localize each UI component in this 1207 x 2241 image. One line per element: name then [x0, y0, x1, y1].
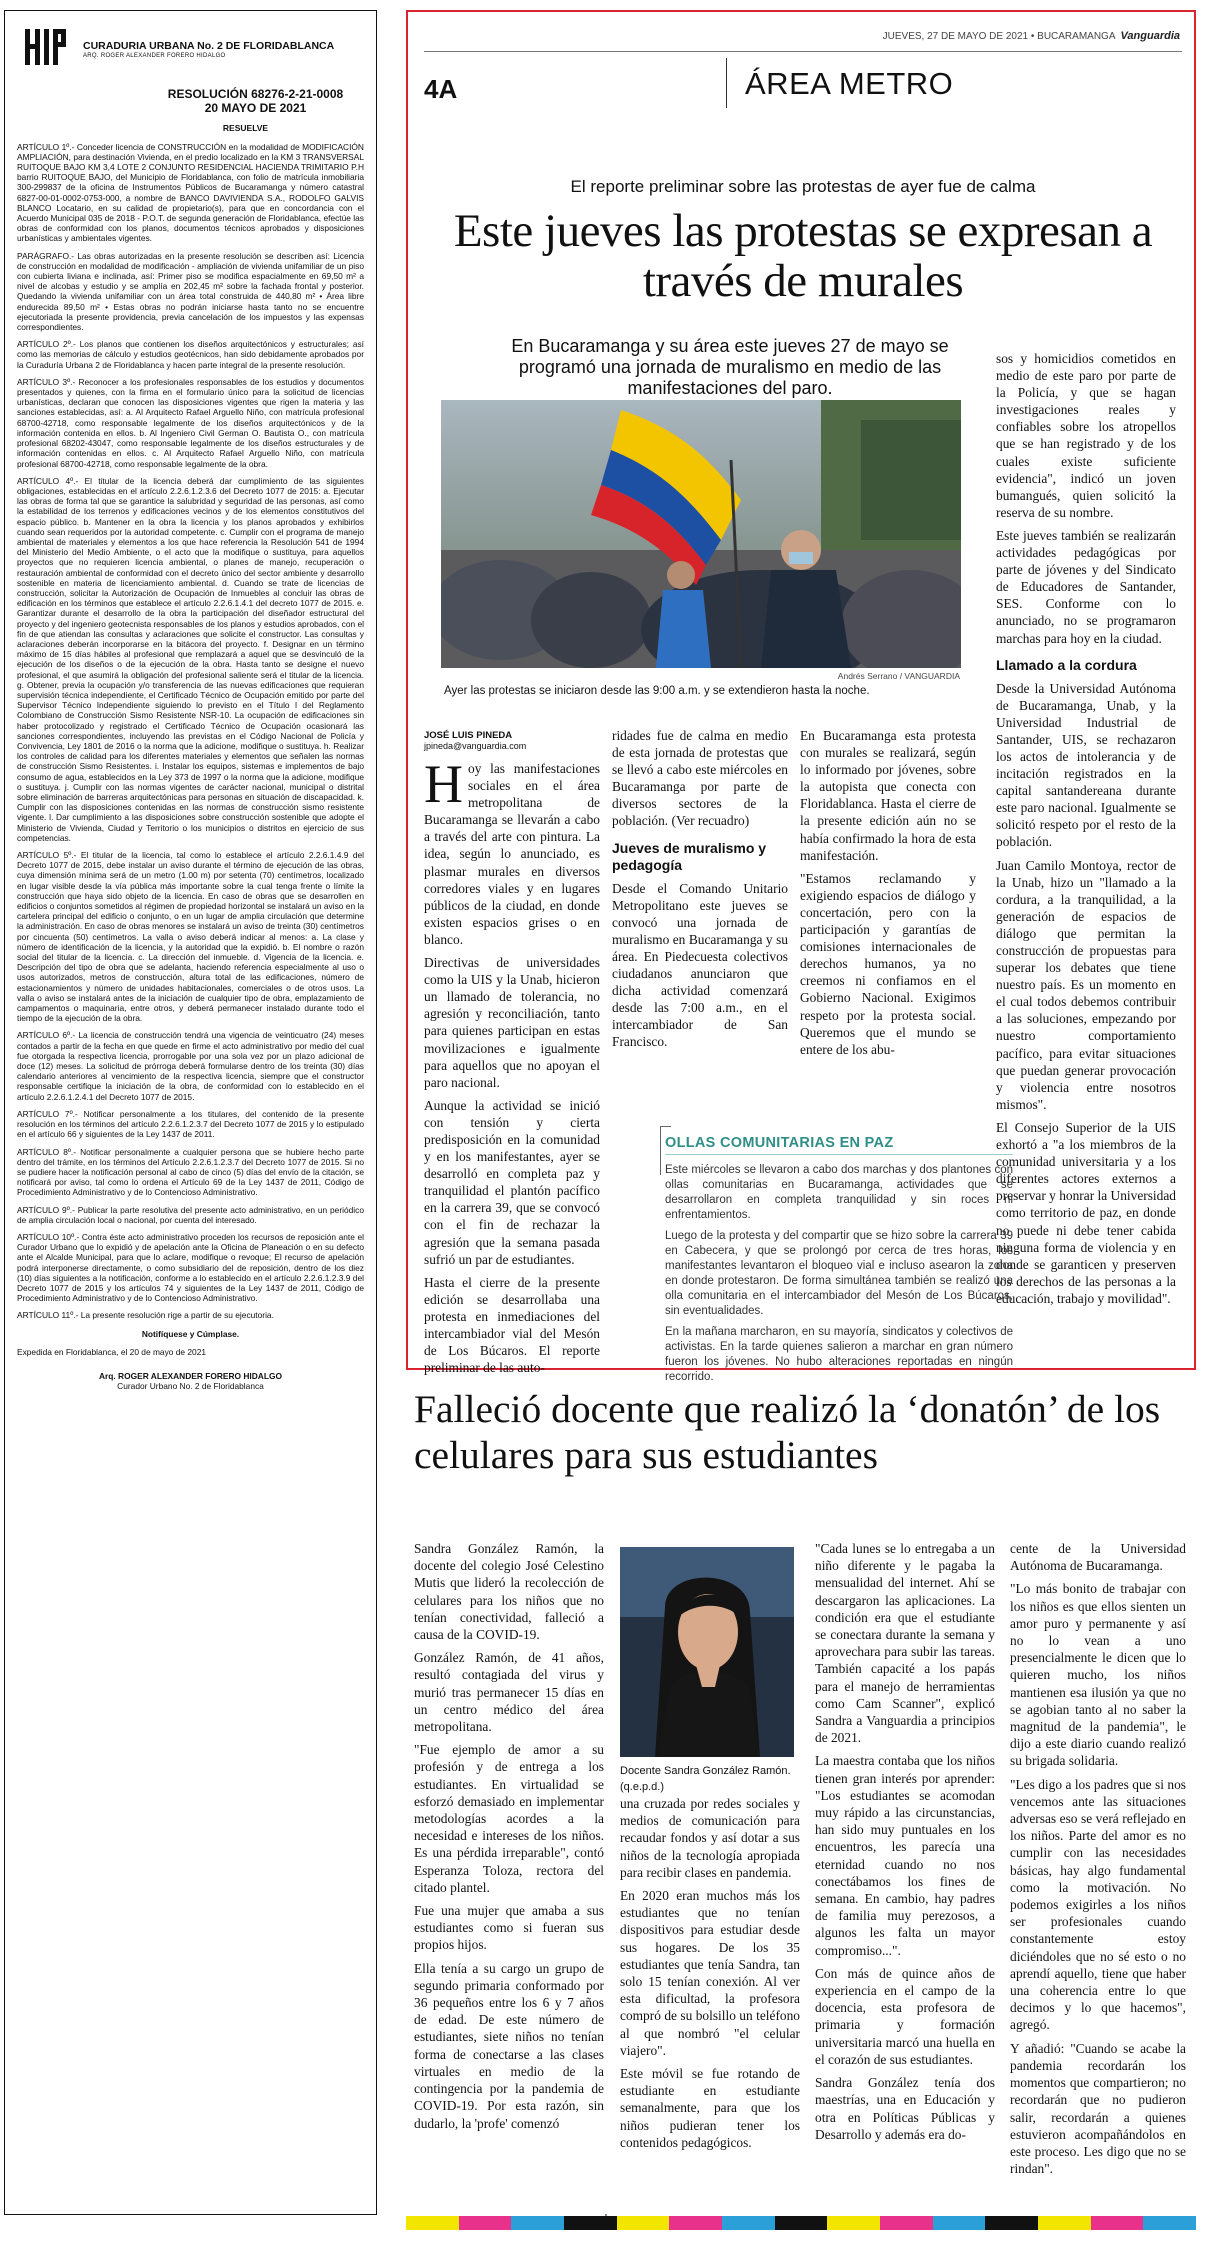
- story1-column-3: [800, 727, 976, 1064]
- teacher-photo-caption: Docente Sandra González Ramón. (q.e.p.d.): [620, 1765, 791, 1793]
- paragraph: Desde la Universidad Autónoma de Bucaramanga, Unab, y la Universidad Industrial de Santander, UIS, se rechazaron los actos de intolerancia y de incitación registrados en la capital santandereana durante este paro nacional. Igualmente se solicitó respeto por el resto de la población.: [996, 680, 1176, 850]
- color-swatch: [827, 2216, 880, 2230]
- paragraph: Directivas de universidades como la UIS y la Unab, hicieron un llamado de tolerancia, no agresión y reconciliación, tanto para quienes participan en estas movilizaciones e igualmente para aquellos que no apoyan el paro nacional.: [424, 955, 600, 1090]
- legal-article: ARTÍCULO 4º.- El titular de la licencia deberá dar cumplimiento de las siguientes obligaciones, establecidas en el artículo 2.2.6.1.2.3.6 del Decreto 1077 de 2015: a. Ejecutar las obras de forma tal que se garantice la salubridad y seguridad de las personas, así como la estabilidad de los terrenos y edificaciones vecinos y de los elementos constitutivos del espacio público. b. Mantener en la obra la licencia y los planos aprobados y exhibirlos cuando sean requeridos por la autoridad competente. c. Cumplir con el programa de manejo ambiental de materiales y elementos a los que hace referencia la Resolución 541 de 1994 del Ministerio del Medio Ambiente, o el acto que la modifique o sustituya, para aquellos proyectos que no requieren licencia ambiental, o planes de manejo, recuperación o restauración ambiental de conformidad con el decreto único del sector ambiente y desarrollo sostenible en materia de licenciamiento ambiental. d. Cuando se trate de licencias de construcción, solicitar la Autorización de Ocupación de Inmuebles al concluir las obras de edificación en los términos que establece el artículo 2.2.6.1.4.1 del decreto 1077 de 2015. e. Garantizar durante el desarrollo de la obra la participación del diseñador estructural del proyecto y del ingeniero geotecnista responsables de los planos y estudios aprobados, con el fin de que atiendan las consultas y aclaraciones que solicite el constructor. Las consultas y aclaraciones deberán incorporarse en la bitácora del proyecto. f. Designar en un término máximo de 15 días hábiles al profesional que remplazará a aquel que se desvinculó de la ejecución de los diseños o de la ejecución de la obra. Hasta tanto se designe el nuevo profesional, el que asumirá la obligación del profesional saliente será el titular de la licencia. g. Obtener, previa la ocupación y/o transferencia de las nuevas edificaciones que requieran supervisión técnica independiente, el Certificado Técnico de Ocupación emitido por parte del Supervisor Técnico Independiente siguiendo lo previsto en el Título I del Reglamento Colombiano de Construcción Sismo Resistente NSR-10. La ocupación de edificaciones sin haber protocolizado y registrado el Certificado Técnico de Ocupación ocasionará las sanciones correspondientes, incluyendo las previstas en el Código Nacional de Policía y Convivencia, Ley 1801 de 2016 o la norma que la adicione, modifique o sustituya. h. Realizar los controles de calidad para los diferentes materiales y elementos que señalen las normas de construcción Sismo Resistentes. i. Instalar los equipos, sistemas e implementos de bajo consumo de agua, establecidos en la Ley 373 de 1997 o la norma que la adicione, modifique o sustituya. j. Cumplir con las normas vigentes de carácter nacional, municipal o distrital sobre eliminación de barreras arquitectónicas para personas en situación de discapacidad. k. Cumplir con las disposiciones contenidas en las normas de construcción sismo resistente vigente. l. Dar cumplimiento a las disposiciones sobre construcción sostenible que adopte el Ministerio de Vivienda, Ciudad y Territorio o los municipios o distritos en ejercicio de sus competencias.: [17, 475, 364, 843]
- legal-article: ARTÍCULO 11º.- La presente resolución rige a partir de su ejecutoria.: [17, 1310, 274, 1321]
- resolution-date: 20 MAYO DE 2021: [204, 101, 307, 116]
- paragraph: Ella tenía a su cargo un grupo de segundo primaria conformado por 36 pequeños entre los 6 y 7 años de edad. De este número de estudiantes, siete niños no tenían forma de conectarse a las clases virtuales en medio de la contingencia por la pandemia de COVID-19. Por esta razón, sin dudarlo, la 'profe' comenzó: [414, 1960, 604, 2131]
- story-headline: Este jueves las protestas se expresan a través de murales: [453, 205, 1153, 307]
- legal-article: ARTÍCULO 8º.- Notificar personalmente a cualquier persona que se hubiere hecho parte dentro del trámite, en los términos del Artículo 2.2.6.1.2.3.7 del Decreto 1077 de 2015. Si no se pudiere hacer la notificación personal al cabo de cinco (5) días del envío de la citación, se notificará por aviso, tal como lo ordena el Artículo 69 de la Ley 1437 de 2011, Código de Procedimiento Administrativo y de lo Contencioso Administrativo.: [17, 1146, 364, 1198]
- color-swatch: [1091, 2216, 1144, 2230]
- legal-article: ARTÍCULO 9º.- Publicar la parte resolutiva del presente acto administrativo, en un periódico de amplia circulación local o nacional, por cuenta del interesado.: [17, 1204, 364, 1225]
- signer-name: Arq. ROGER ALEXANDER FORERO HIDALGO: [98, 1370, 282, 1381]
- legal-article: ARTÍCULO 7º.- Notificar personalmente a los titulares, del contenido de la presente resolución en los términos del artículo 2.2.6.1.2.3.7 del Decreto 1077 de 2015 y lo estipulado en el artículo 66 y siguientes de la Ley 1437 de 2011.: [17, 1108, 364, 1140]
- paragraph: Hasta el cierre de la presente edición se desarrollaba una protesta en inmediaciones del intercambiador vial del Mesón de Los Búcaros. El reporte preliminar de las auto-: [424, 1274, 600, 1376]
- color-swatch: [1038, 2216, 1091, 2230]
- legal-article: PARÁGRAFO.- Las obras autorizadas en la presente resolución se describen así: Licencia de construcción en modalidad de modificación - ampliación de vivienda unifamiliar de un piso con cubierta liviana e inclinada, así: Primer piso se modifica espacialmente en 69,50 m² a nivel de alcobas y estudio y se amplía en 202,45 m² sobre la fachada frontal y posterior. Quedando la vivienda unifamiliar con un área total construida de 440,80 m² • Área libre endurecida 89,50 m² • Estas obras no podrán iniciarse hasta tanto no se encuentre ejecutoriada la presente providencia, previa cancelación de los impuestos y las expensas correspondientes.: [17, 250, 364, 333]
- paragraph: González Ramón, de 41 años, resultó contagiada del virus y murió tras permanecer 15 días en un centro médico del área metropolitana.: [414, 1650, 604, 1735]
- resolution-number: RESOLUCIÓN 68276-2-21-0008: [167, 87, 344, 102]
- color-swatch: [511, 2216, 564, 2230]
- paragraph: cente de la Universidad Autónoma de Bucaramanga.: [1010, 1541, 1186, 1574]
- paragraph: Este jueves también se realizarán actividades pedagógicas por parte de jóvenes y del Sindicato de Educadores de Santander, SES. Conforme con lo anunciado, no se programaron marchas para hoy en la ciudad.: [996, 527, 1176, 646]
- legal-article: ARTÍCULO 2º.- Los planos que contienen los diseños arquitectónicos y estructurales; así como las memorias de cálculo y estudios geotécnicos, han sido debidamente aprobados por la Curaduría Urbana 2 de Floridablanca y hacen parte integral de la presente resolución.: [17, 339, 364, 370]
- dropcap: H: [424, 754, 463, 814]
- paragraph: Sandra González Ramón, la docente del colegio José Celestino Mutis que lideró la recolección de celulares para los niños que no tenían conectividad, falleció a causa de la COVID-19.: [414, 1541, 604, 1643]
- page-number: 4A: [424, 74, 458, 104]
- legal-article: ARTÍCULO 6º.- La licencia de construcción tendrá una vigencia de veinticuatro (24) meses contados a partir de la fecha en que quede en firme el acto administrativo por medio del cual fue otorgada la respectiva licencia, prorrogable por una sola vez por un plazo adicional de doce (12) meses. La solicitud de prórroga deberá formularse dentro de los treinta (30) días calendario anteriores al vencimiento de la respectiva licencia, siempre que el constructor responsable certifique la iniciación de la obra, de conformidad con lo establecido en el artículo 2.2.6.1.2.4.1 del Decreto 1077 de 2015.: [17, 1030, 364, 1102]
- paragraph: una cruzada por redes sociales y medios de comunicación para recaudar fondos y así dotar a sus niños de la tecnología apropiada para recibir clases en pandemia.: [620, 1796, 800, 1880]
- color-swatch: [722, 2216, 775, 2230]
- legal-notice: [4, 10, 377, 2215]
- story1-col4b-paragraphs: [996, 680, 1176, 1307]
- story2-column-4: [1010, 1540, 1186, 2183]
- paragraph: "Lo más bonito de trabajar con los niños es que ellos sienten un amor puro y permanente y así no lo vean a uno presencialmente le dicen que lo quieren mucho, los niños mantienen esa ilusión ya que no se agobian tanto al no saber la magnitud de la pandemia", le dijo a este diario cuando realizó su brigada solidaria.: [1010, 1581, 1186, 1769]
- paragraph: sos y homicidios cometidos en medio de este paro por parte de la Policía, y que se hagan investigaciones reales y confiables sobre los atropellos que se han registrado y de los cuales existe suficiente evidencia", indicó un joven bumangués, quien solicitó la reserva de su nombre.: [996, 351, 1176, 520]
- paragraph: Este móvil se fue rotando de estudiante en estudiante semanalmente, para que los niños pudieran tener los contenidos pedagógicos.: [620, 2066, 800, 2150]
- story2-headline: Falleció docente que realizó la ‘donatón’ de los celulares para sus estudiantes: [414, 1387, 1161, 1477]
- paragraph: En Bucaramanga esta protesta con murales se realizará, según lo informado por jóvenes, sobre la autopista que conecta con Floridablanca. Hasta el cierre de la presente edición aún no se había confirmado la hora de esta manifestación.: [800, 728, 976, 863]
- section-divider: [726, 58, 727, 108]
- story1-col3-paragraphs: [800, 727, 976, 1058]
- paragraph: ridades fue de calma en medio de esta jornada de protestas que se llevó a cabo este miércoles en Bucaramanga por parte de diversos sectores de la población. (Ver recuadro): [612, 728, 788, 829]
- notifiquese: Notifíquese y Cúmplase.: [141, 1328, 240, 1339]
- color-swatch: [775, 2216, 828, 2230]
- curaduria-subheader: ARQ. ROGER ALEXANDER FORERO HIDALGO: [83, 53, 226, 60]
- signer-title: Curador Urbano No. 2 de Floridablanca: [117, 1381, 264, 1392]
- section-title: ÁREA METRO: [745, 66, 954, 101]
- subhead-cordura: Llamado a la cordura: [996, 656, 1137, 673]
- paragraph: Con más de quince años de experiencia en el campo de la docencia, esta profesora de primaria y formación universitaria marcó una huella en el corazón de sus estudiantes.: [815, 1965, 995, 2067]
- paragraph: Este miércoles se llevaron a cabo dos marchas y dos plantones con ollas comunitarias en Bucaramanga, actividades que se desarrollaron en completa tranquilidad y sin roces ni enfrentamientos.: [665, 1164, 1013, 1221]
- expedida-line: Expedida en Floridablanca, el 20 de mayo de 2021: [17, 1346, 207, 1357]
- paragraph: Sandra González tenía dos maestrías, una en Educación y otra en Políticas Públicas y Desarrollo y además era do-: [815, 2075, 995, 2142]
- story2-col1-paragraphs: [414, 1540, 604, 2132]
- photo-credit: Andrés Serrano / VANGUARDIA: [837, 671, 960, 681]
- story1-column-1: [424, 754, 600, 1382]
- header-rule: [424, 51, 1182, 52]
- story2-column-2: [620, 1795, 800, 2157]
- paragraph: Juan Camilo Montoya, rector de la Unab, hizo un "llamado a la cordura, a la tranquilidad, a la generación de espacios de diálogo que permitan la construcción de propuestas para superar los debates que tiene nuestro país. Es un momento en el cual todos debemos contribuir a las soluciones, empezando por nuestro comportamiento pacífico, para evitar situaciones que puedan generar provocación y violencia entre nosotros mismos".: [996, 857, 1176, 1112]
- legal-articles: [17, 142, 364, 1321]
- paragraph: En la mañana marcharon, en su mayoría, sindicatos y colectivos de activistas. En la tarde quienes salieron a marchar en gran número fueron los jóvenes. No hubo alteraciones reportadas en ningún recorrido.: [665, 1326, 1013, 1383]
- box-paragraphs: [665, 1163, 1013, 1385]
- byline-name: JOSÉ LUIS PINEDA: [424, 730, 513, 741]
- color-swatch: [406, 2216, 459, 2230]
- legal-article: ARTÍCULO 3º.- Reconocer a los profesionales responsables de los estudios y documentos presentados y quienes, con la firma en el formulario único para la solicitud de licencias urbanísticas, declaran que conocen las disposiciones vigentes que rigen la materia y las sanciones establecidas, así: a. Al Arquitecto Rafael Arguello Niño, con matrícula profesional 68700-42718, como responsable legalmente de los diseños arquitectónicos y de la información contenida en ellos. b. Al Ingeniero Civil German O. Bautista O., con matrícula profesional 68202-43047, como responsable legalmente de los diseños estructurales y de información contenidas en ellos. c. Al Arquitecto Rafael Arguello Niño, con matrícula profesional 68700-42718, como responsable legalmente de la obra.: [17, 376, 364, 469]
- curaduria-header: CURADURIA URBANA No. 2 DE FLORIDABLANCA: [83, 40, 335, 52]
- story1-col2-paragraphs: [612, 727, 788, 830]
- paragraph: "Cada lunes se lo entregaba a un niño diferente y le pagaba la mensualidad del internet. Ahí se descargaron las aplicaciones. La condición era que el estudiante se conectara durante la semana y aprovechara para subir las tareas. También capacité a los papás para el manejo de herramientas como Cam Scanner", explicó Sandra a Vanguardia a principios de 2021.: [815, 1541, 995, 1746]
- paragraph: Y añadió: "Cuando se acabe la pandemia recordarán los momentos que compartieron; no recordarán que no pudieron salir, recordarán a quienes estuvieron acompañándolos en este proceso. Les digo que no se rindan".: [1010, 2040, 1186, 2177]
- paragraph: Fue una mujer que amaba a sus estudiantes como si fueran sus propios hijos.: [414, 1903, 604, 1953]
- story2-col2-paragraphs: [620, 1795, 800, 2151]
- paragraph: Aunque la actividad se inició con tensión y cierta predisposición en la comunidad y en los manifestantes, ayer se desarrolló en completa paz y tranquilidad el plantón pacífico en la carrera 39, que se convocó con el fin de rechazar la agresión que la semana pasada sufrió un par de estudiantes.: [424, 1097, 600, 1267]
- brand-name: Vanguardia: [1120, 30, 1180, 42]
- legal-article: ARTÍCULO 5º.- El titular de la licencia, tal como lo establece el artículo 2.2.6.1.4.9 del Decreto 1077 de 2015, debe instalar un aviso durante el término de ejecución de las obras, cuya dimensión mínima será de un metro (1.00 m) por setenta (70) centímetros, localizado en lugar visible desde la vía pública más importante sobre la cual tenga frente o límite la construcción que haya sido objeto de la licencia. En caso de obras que se desarrollen en edificios o conjuntos sometidos al régimen de propiedad horizontal se instalará un aviso en la cartelera principal del edificio o conjunto, o en un lugar de amplia circulación que determine la administración. En caso de obras menores se instalará un aviso de treinta (30) centímetros por cincuenta (50) centímetros. La valla o aviso deberá indicar al menos: a. La clase y número de identificación de la licencia, y la autoridad que la expidió. b. El nombre o razón social del titular de la licencia. c. La dirección del inmueble. d. Vigencia de la licencia. e. Descripción del tipo de obra que se adelanta, haciendo referencia especialmente al uso o usos autorizados, metros de construcción, altura total de las edificaciones, número de estacionamientos y número de unidades habitacionales, comerciales o de otros usos. La valla o aviso se instalará antes de la iniciación de cualquier tipo de obra, emplazamiento de campamentos o maquinaria, entre otros, y deberá permanecer instalado durante todo el tiempo de la ejecución de la obra.: [17, 850, 364, 1024]
- legal-article: ARTÍCULO 1º.- Conceder licencia de CONSTRUCCIÓN en la modalidad de MODIFICACIÓN AMPLIACIÓN, para destinación Vivienda, en el predio localizado en la KM 3 TRANSVERSAL RUITOQUE BAJO KM 3,4 LOTE 2 CONJUNTO RESIDENCIAL HACIENDA TRIMITARIO P.H barrio RUITOQUE BAJO, del Municipio de Floridablanca, con folio de matrícula inmobiliaria 300-299837 de la oficina de Instrumentos Públicos de Bucaramanga y número catastral 6827-00-01-0002-0753-000, a nombre de BANCO DAVIVIENDA S.A., RODOLFO GALVIS BLANCO Locatario, en su calidad de propietario(s), para que en concordancia con el Acuerdo Municipal 035 de 2018 - P.O.T. de segunda generación de Floridablanca, efectúe las obras de conformidad con los planos, documentos técnicos aprobados y disposiciones urbanísticas y ambientales vigentes.: [17, 141, 364, 244]
- story1-column-4: [996, 350, 1176, 1313]
- paragraph: oy las manifestaciones sociales en el área metropolitana de Bucaramanga se llevarán a cabo a través del arte con pintura. La idea, según lo anunciado, es plasmar murales en diversos corredores viales y en lugares públicos de la ciudad, en donde existen espacios grises o en blanco.: [424, 761, 600, 947]
- story2-column-3: [815, 1540, 995, 2149]
- color-swatch: [459, 2216, 512, 2230]
- subhead-muralismo: Jueves de muralismo y pedagogía: [612, 839, 767, 873]
- paragraph: "Les digo a los padres que si nos vencemos ante las situaciones adversas eso se verá reflejado en los niños. Parte del amor es no cumplir con las necesidades básicas, hay algo fundamental como la motivación. No podemos exigirles a los niños ser profesionales cuando constantemente estoy diciéndoles que no sé esto o no aprendí aquello, tiene que haber una coherencia entre lo que decimos y lo que hacemos", agregó.: [1010, 1776, 1186, 2033]
- paragraph: En 2020 eran muchos más los estudiantes que no tenían dispositivos para estudiar desde sus hogares. De los 35 estudiantes que tenía Sandra, tan solo 15 tenían conexión. Al ver esta dificultad, la profesora compró de su bolsillo un teléfono al que nombró "el celular viajero".: [620, 1888, 800, 2058]
- story2-column-1: [414, 1540, 604, 2138]
- color-swatch: [1143, 2216, 1196, 2230]
- color-swatch: [617, 2216, 670, 2230]
- color-swatch: [933, 2216, 986, 2230]
- story-kicker: El reporte preliminar sobre las protestas de ayer fue de calma: [570, 177, 1036, 196]
- story1-col2b-paragraphs: [612, 880, 788, 1051]
- box-title: OLLAS COMUNITARIAS EN PAZ: [665, 1136, 1013, 1155]
- dateline-text: JUEVES, 27 DE MAYO DE 2021 • BUCARAMANGA: [882, 31, 1115, 42]
- story2-col3-paragraphs: [815, 1540, 995, 2143]
- ollas-sidebar-box: [665, 1136, 1013, 1391]
- story1-col1-paragraphs: [424, 754, 600, 1376]
- paragraph: El Consejo Superior de la UIS exhortó a "a los miembros de la comunidad universitaria y a los diferentes actores externos a preservar y honrar la Universidad como territorio de paz, en donde no puede ni debe tener cabida ninguna forma de violencia y en donde se garanticen y preserven los derechos de las personas a la educación, trabajo y movilidad".: [996, 1119, 1176, 1306]
- story1-column-2: [612, 727, 788, 1057]
- dateline: [450, 30, 1180, 42]
- paragraph: "Fue ejemplo de amor a su profesión y de entrega a los estudiantes. En virtualidad se esforzó demasiado en implementar metodologías acordes a la necesidad e intereses de los niños. Es una pérdida irreparable", contó Esperanza Toloza, rectora del citado plantel.: [414, 1742, 604, 1895]
- registration-mark-icon: [598, 2214, 614, 2230]
- legal-article: ARTÍCULO 10º.- Contra éste acto administrativo proceden los recursos de reposición ante el Curador Urbano que lo expidió y de apelación ante la Oficina de Planeación o en su defecto ante el Alcalde Municipal, para que lo aclare, modifique o revoque; El recurso de apelación podrá interponerse directamente, o como subsidiario del de reposición, dentro de los diez (10) días siguientes a la notificación, conforme a lo establecido en el artículo 2.2.6.1.2.3.9 del Decreto 1077 de 2015 y los artículos 74 y siguientes de la Ley 1437 de 2011, Código de Procedimiento Administrativo y de lo Contencioso Administrativo.: [17, 1231, 364, 1304]
- protest-photo: [441, 400, 961, 668]
- photo-caption: Ayer las protestas se iniciaron desde las 9:00 a.m. y se extendieron hasta la noche.: [444, 685, 870, 697]
- resuelve-label: RESUELVE: [222, 123, 269, 134]
- print-color-bar: [406, 2216, 1196, 2230]
- paragraph: "Estamos reclamando y exigiendo espacios de diálogo y concertación, pero con la participación y garantías de comisiones internacionales de derechos humanos, ya no creemos ni confiamos en el Gobierno Nacional. Exigimos respeto por la protesta social. Queremos que el mundo se entere de los abu-: [800, 870, 976, 1057]
- color-swatch: [880, 2216, 933, 2230]
- paragraph: Desde el Comando Unitario Metropolitano este jueves se convocó una jornada de muralismo en Bucaramanga y su área. En Piedecuesta colectivos ciudadanos anunciaron que dicha actividad comenzará desde las 7:00 a.m., en el intercambiador de San Francisco.: [612, 880, 788, 1050]
- byline: [424, 730, 526, 752]
- color-swatch: [669, 2216, 722, 2230]
- paragraph: La maestra contaba que los niños tienen gran interés por aprender: "Los estudiantes se acomodan muy rápido a las circunstancias, han sido muy puntuales en los encuentros, les parecía una eternidad cuando no nos conectábamos los fines de semana. En cambio, hay padres de familia muy perezosos, a algunos les falta un mayor compromiso...".: [815, 1753, 995, 1958]
- story1-col4-paragraphs: [996, 350, 1176, 647]
- story2-col4-paragraphs: [1010, 1540, 1186, 2177]
- teacher-photo: [620, 1547, 794, 1757]
- curaduria-logo-icon: [23, 25, 67, 69]
- story-lead: En Bucaramanga y su área este jueves 27 de mayo se programó una jornada de muralismo en medio de las manifestaciones del paro.: [511, 336, 949, 398]
- color-swatch: [985, 2216, 1038, 2230]
- byline-email: jpineda@vanguardia.com: [424, 741, 527, 751]
- paragraph: Luego de la protesta y del compartir que se hizo sobre la carrera 39 en Cabecera, y que se prolongó por cerca de tres horas, los manifestantes levantaron el bloqueo vial e incluso asearon la zona en donde protestaron. De forma simultánea también se realizó una olla comunitaria en el intercambiador del Mesón de Los Búcaros, sin eventualidades.: [665, 1230, 1013, 1317]
